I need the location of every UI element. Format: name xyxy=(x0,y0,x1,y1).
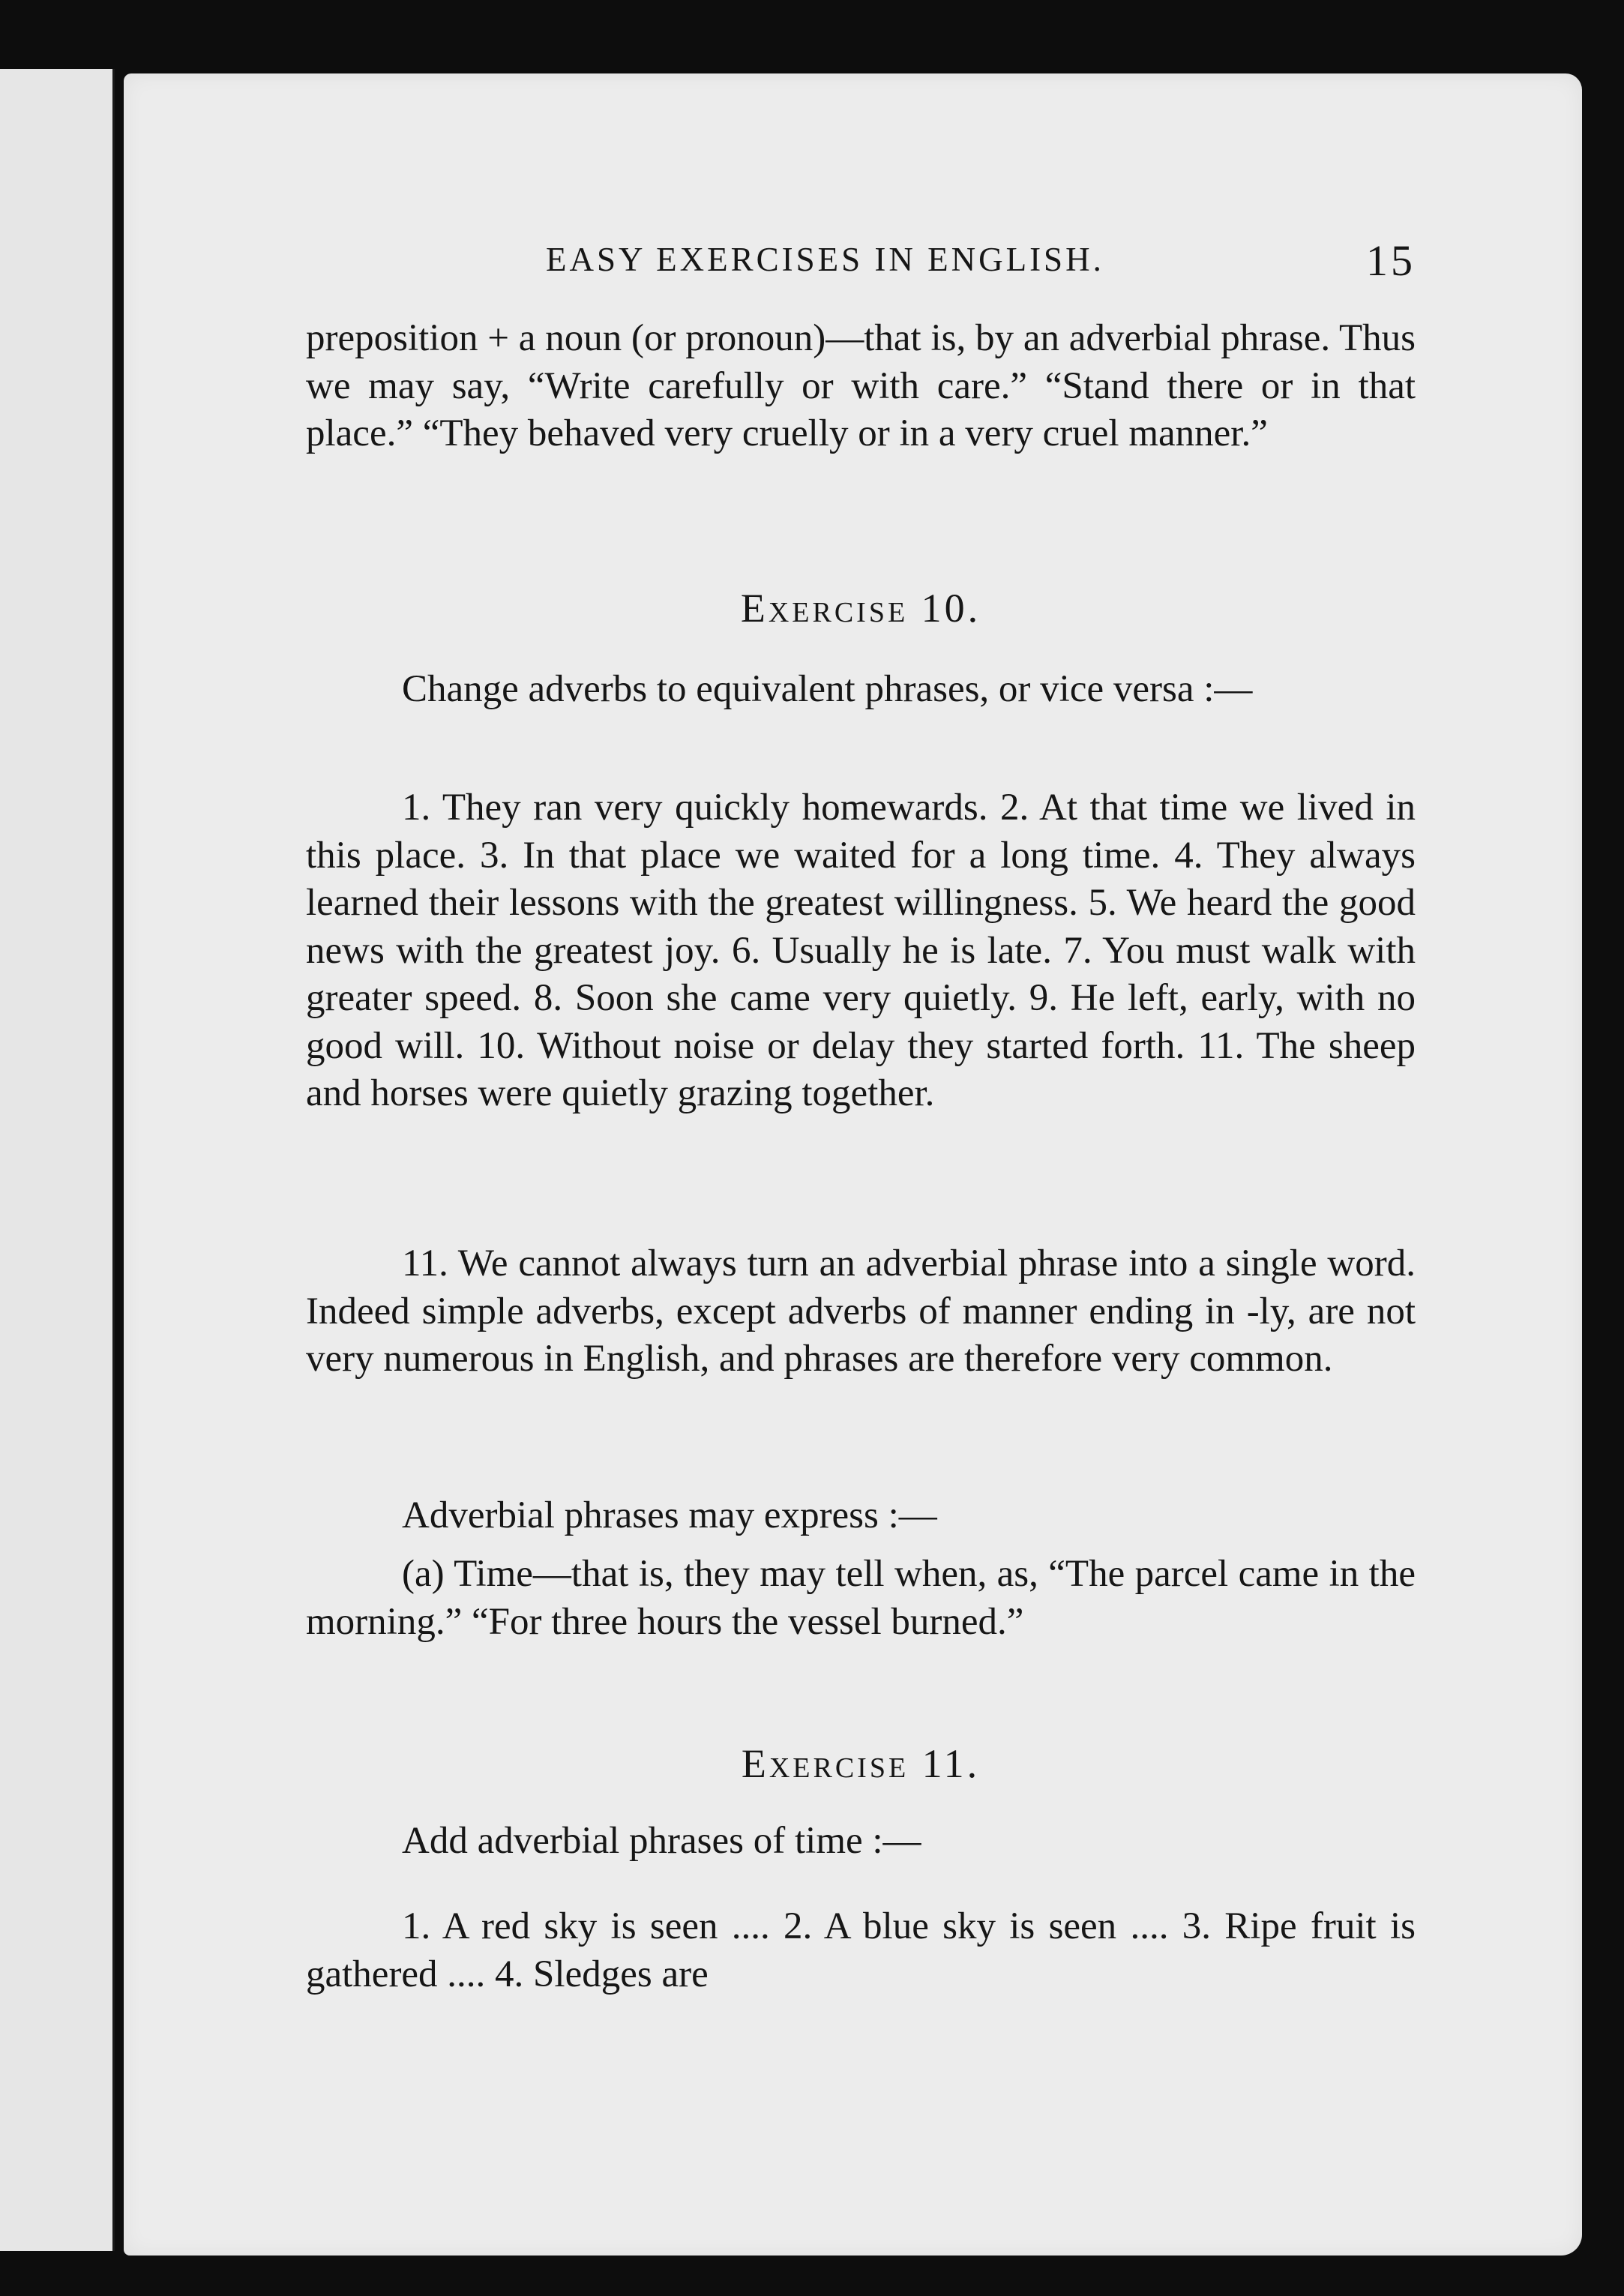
adverbial-phrases-lead: Adverbial phrases may express :— xyxy=(402,1494,937,1536)
time-paragraph: (a) Time—that is, they may tell when, as, “The parcel came in the morning.” “For three hours the vessel burned.” xyxy=(306,1553,1416,1643)
exercise-11-instruction: Add adverbial phrases of time :— xyxy=(402,1820,921,1862)
page-number: 15 xyxy=(1366,236,1416,285)
exercise-10-instruction: Change adverbs to equivalent phrases, or vice versa :— xyxy=(402,668,1253,710)
intro-paragraph: preposition + a noun (or pronoun)—that is, by an adverbial phrase. Thus we may say, “Write carefully or with care.” “Stand there or in that place.” “They behaved very cruelly or in a very cruel manner.” xyxy=(306,317,1416,454)
exercise-10-items: 1. They ran very quickly homewards. 2. At that time we lived in this place. 3. In that place we waited for a long time. 4. They always learned their lessons with the greatest willingness. 5. We heard the good news with the greatest joy. 6. Usually he is late. 7. You must walk with greater speed. 8. Soon she came very quietly. 9. He left, early, with no good will. 10. Without noise or delay they started forth. 11. The sheep and horses were quietly grazing together. xyxy=(306,787,1416,1114)
exercise-11-items: 1. A red sky is seen .... 2. A blue sky is seen .... 3. Ripe fruit is gathered .... 4. Sledges are xyxy=(306,1905,1416,1995)
facing-page-edge xyxy=(0,69,115,2251)
exercise-11-title: Exercise 11. xyxy=(741,1741,981,1786)
book-page xyxy=(124,73,1582,2256)
section-11-paragraph: 11. We cannot always turn an adverbial phrase into a single word. Indeed simple adverbs, except adverbs of manner ending in -ly, are not very numerous in English, and phrases are therefore very common. xyxy=(306,1242,1416,1380)
running-head xyxy=(306,236,1416,285)
running-head-title: EASY EXERCISES IN ENGLISH. xyxy=(546,241,1104,278)
exercise-10-title: Exercise 10. xyxy=(740,586,981,631)
